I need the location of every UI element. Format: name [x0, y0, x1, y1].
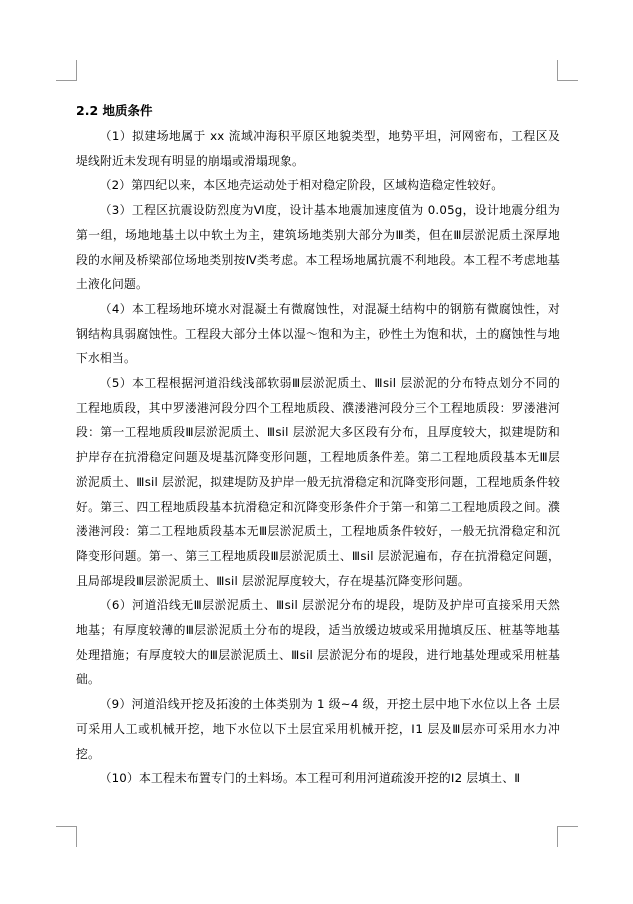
crop-mark-top-right: [557, 60, 578, 81]
paragraph-3: （3）工程区抗震设防烈度为Ⅵ度，设计基本地震加速度值为 0.05g，设计地震分组为第一组，场地地基土以中软土为主，建筑场地类别大部分为Ⅲ类，但在Ⅲ层淤泥质土深厚地段的水闸及桥梁部位场地类别按Ⅳ类考虑。本工程场地属抗震不利地段。本工程不考虑地基土液化问题。: [76, 203, 560, 292]
crop-mark-bottom-left: [56, 826, 77, 847]
crop-mark-top-left: [56, 60, 77, 81]
paragraph-4: （4）本工程场地环境水对混凝土有微腐蚀性，对混凝土结构中的钢筋有微腐蚀性，对钢结构具弱腐蚀性。工程段大部分土体以湿～饱和为主，砂性土为饱和状，土的腐蚀性与地下水相当。: [76, 301, 560, 366]
paragraph-2: （2）第四纪以来，本区地壳运动处于相对稳定阶段，区域构造稳定性较好。: [99, 178, 504, 193]
paragraph-9: （9）河道沿线开挖及拓浚的土体类别为 1 级~4 级，开挖土层中地下水位以上各 土层可采用人工或机械开挖，地下水位以下土层宜采用机械开挖，Ⅰ1 层及Ⅲ层亦可采用水力冲挖。: [76, 697, 560, 761]
document-body: [76, 100, 560, 791]
paragraph-10: （10）本工程未布置专门的土料场。本工程可利用河道疏浚开挖的Ⅰ2 层填土、Ⅱ: [99, 771, 521, 786]
section-heading: 2.2 地质条件: [76, 103, 153, 118]
paragraph-5: （5）本工程根据河道沿线浅部软弱Ⅲ层淤泥质土、Ⅲsil 层淤泥的分布特点划分不同的工程地质段，其中罗溇港河段分四个工程地质段、濮溇港河段分三个工程地质段：罗溇港河段：第一工程地质段Ⅲ层淤泥质土、Ⅲsil 层淤泥大多区段有分布，且厚度较大，拟建堤防和护岸存在抗滑稳定问题及堤基沉降变形问题，工程地质条件差。第二工程地质段基本无Ⅲ层淤泥质土、Ⅲsil 层淤泥，拟建堤防及护岸一般无抗滑稳定和沉降变形问题，工程地质条件较好。第三、四工程地质段基本抗滑稳定和沉降变形条件介于第一和第二工程地质段之间。濮溇港河段：第二工程地质段基本无Ⅲ层淤泥质土，工程地质条件较好，一般无抗滑稳定和沉降变形问题。第一、第三工程地质段Ⅲ层淤泥质土、Ⅲsil 层淤泥遍布，存在抗滑稳定问题，且局部堤段Ⅲ层淤泥质土、Ⅲsil 层淤泥厚度较大，存在堤基沉降变形问题。: [76, 376, 560, 588]
paragraph-1: （1）拟建场地属于 xx 流域冲海积平原区地貌类型，地势平坦，河网密布，工程区及堤线附近未发现有明显的崩塌或滑塌现象。: [76, 129, 560, 168]
crop-mark-bottom-right: [557, 826, 578, 847]
paragraph-6: （6）河道沿线无Ⅲ层淤泥质土、Ⅲsil 层淤泥分布的堤段，堤防及护岸可直接采用天然地基；有厚度较薄的Ⅲ层淤泥质土分布的堤段，适当放缓边坡或采用抛填反压、桩基等地基处理措施；有厚度较大的Ⅲ层淤泥质土、Ⅲsil 层淤泥分布的堤段，进行地基处理或采用桩基础。: [76, 598, 560, 687]
